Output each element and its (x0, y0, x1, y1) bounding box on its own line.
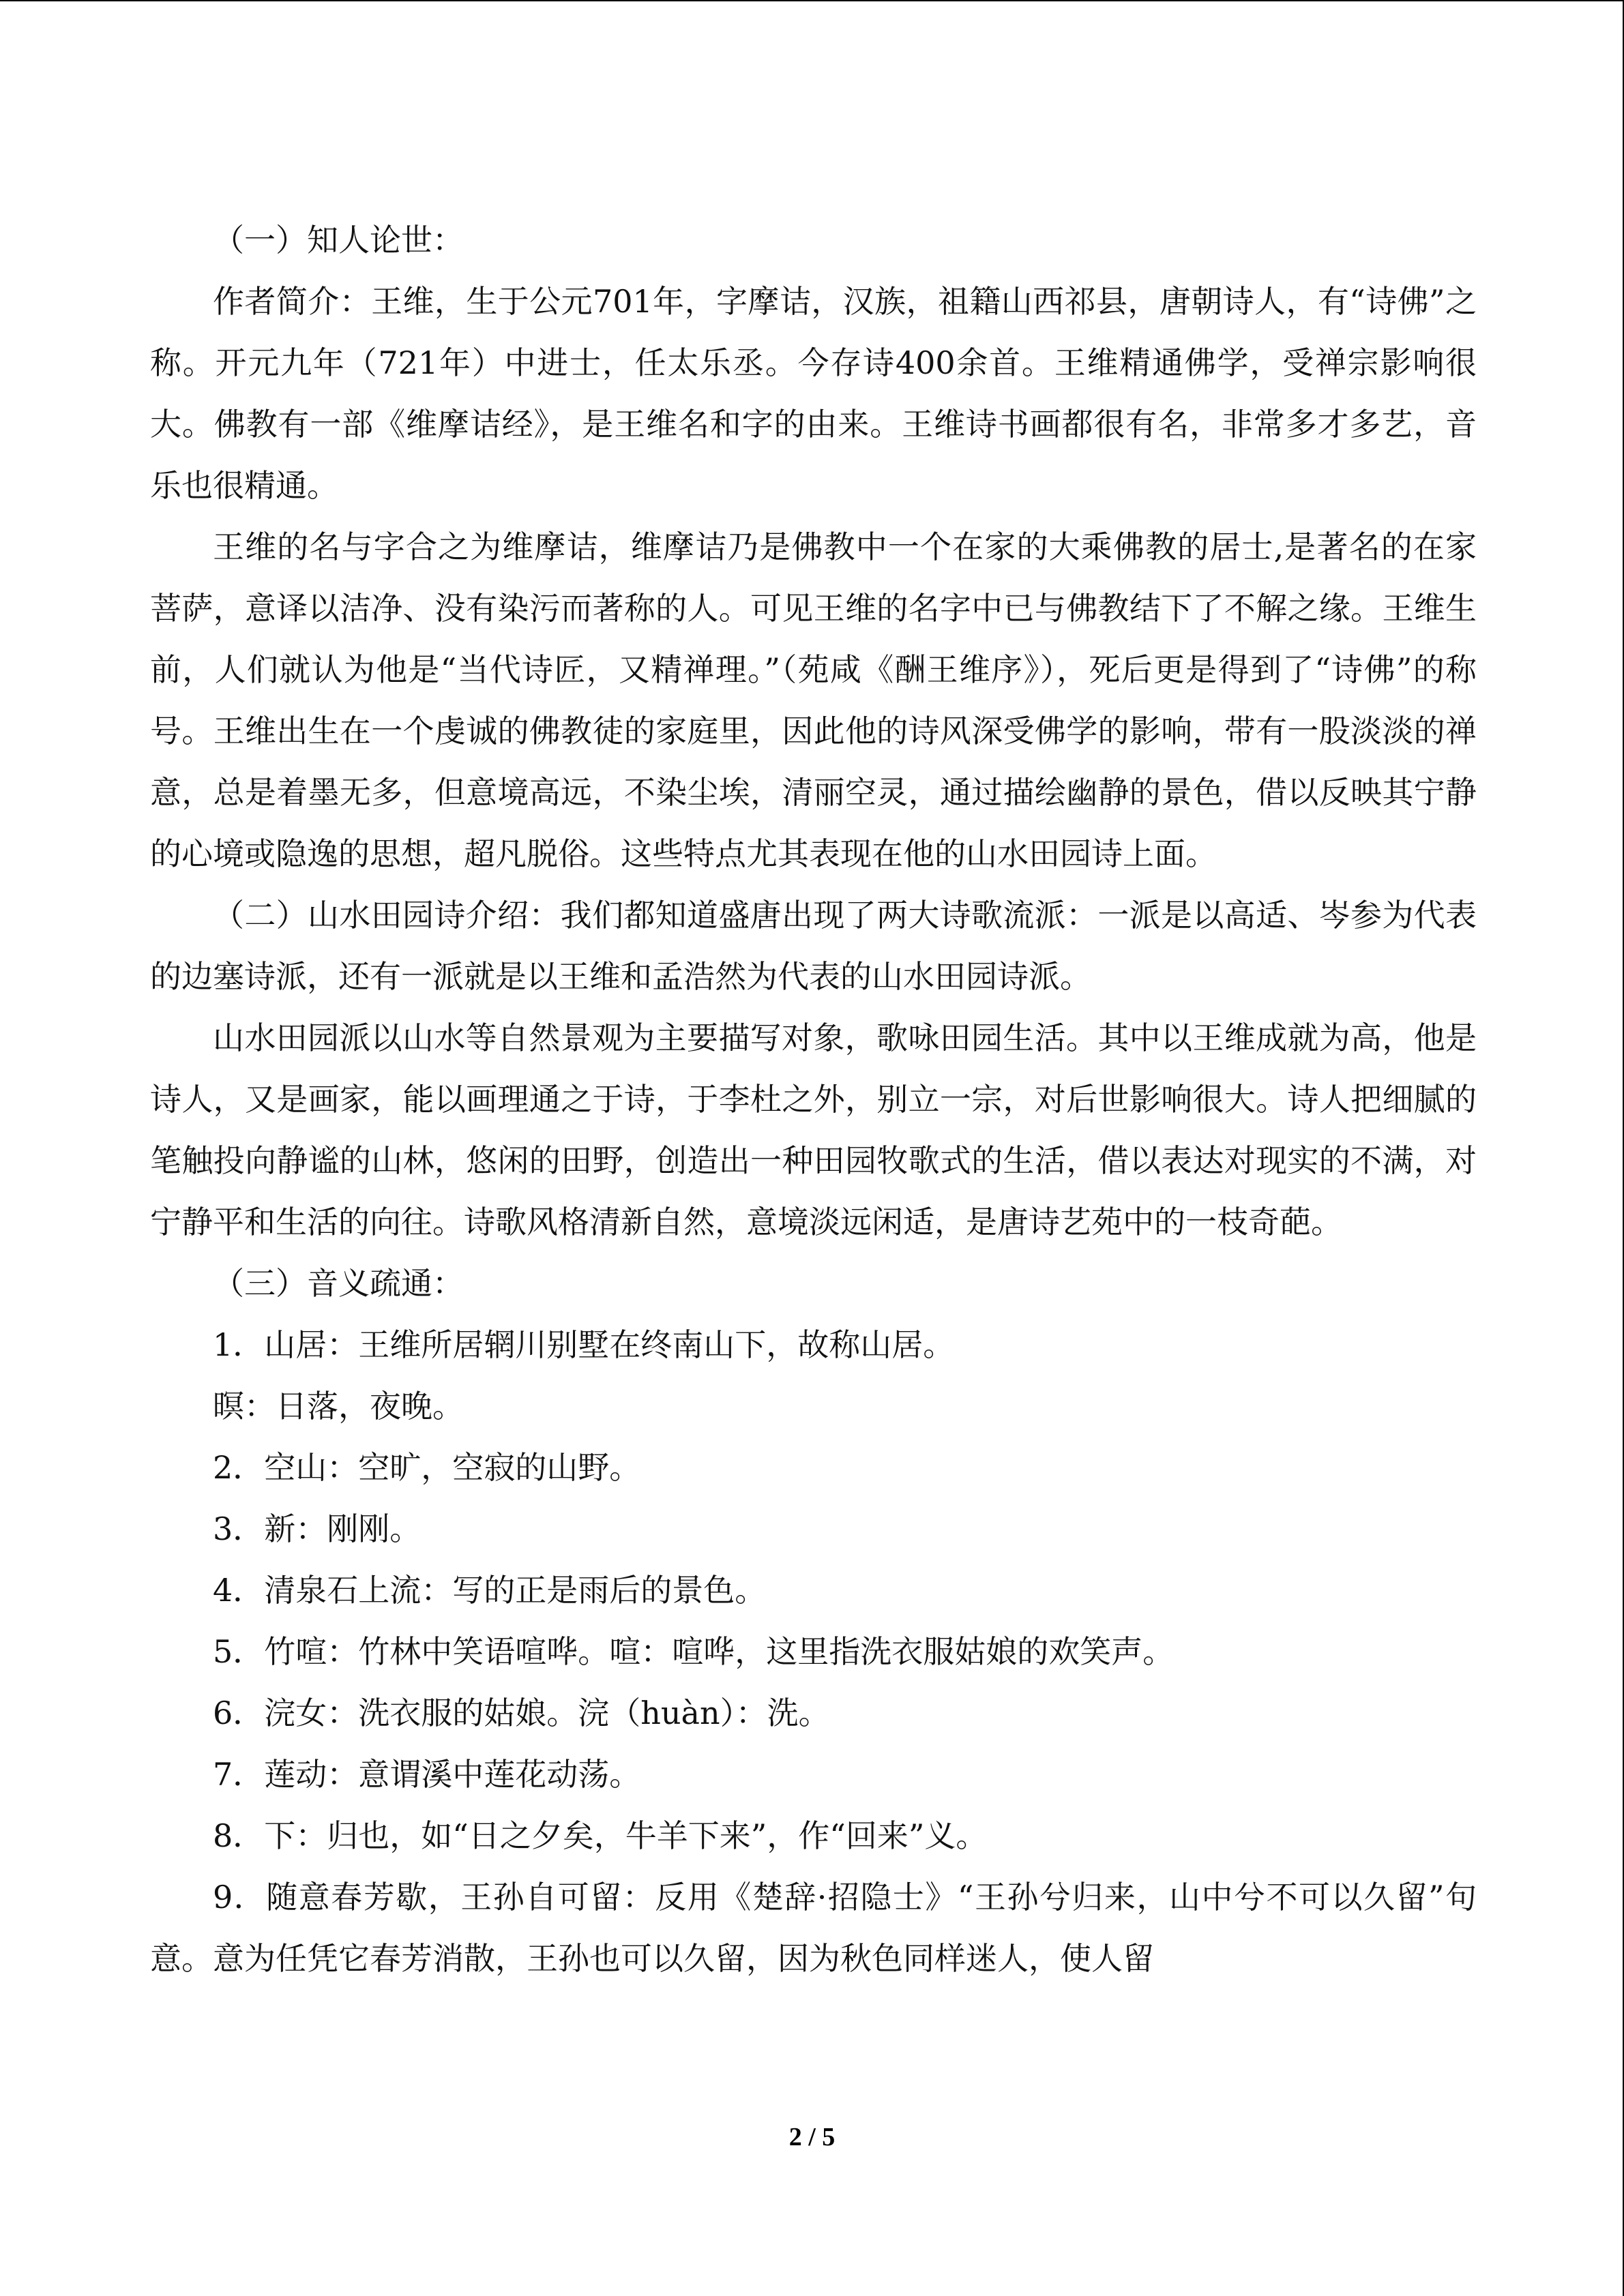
annotation-item: 9．随意春芳歇，王孙自可留：反用《楚辞·招隐士》“王孙兮归来，山中兮不可以久留”句意。意为任凭它春芳消散，王孙也可以久留，因为秋色同样迷人，使人留 (150, 1879, 1477, 1977)
annotation-item: 7．莲动：意谓溪中莲花动荡。 (213, 1756, 641, 1793)
section-heading-3: （三）音义疏通： (213, 1265, 464, 1302)
annotation-item: 6．浣女：洗衣服的姑娘。浣（huàn）：洗。 (213, 1695, 830, 1731)
paragraph-landscape-intro: （二）山水田园诗介绍：我们都知道盛唐出现了两大诗歌流派：一派是以高适、岑参为代表的边塞诗派，还有一派就是以王维和孟浩然为代表的山水田园诗派。 (150, 897, 1477, 995)
annotation-item: 3．新：刚刚。 (213, 1510, 422, 1547)
annotation-item: 暝：日落，夜晚。 (213, 1388, 464, 1425)
paragraph-name-origin: 王维的名与字合之为维摩诘，维摩诘乃是佛教中一个在家的大乘佛教的居士,是著名的在家菩萨，意译以洁净、没有染污而著称的人。可见王维的名字中已与佛教结下了不解之缘。王维生前，人们就认为他是“当代诗匠，又精禅理。”（苑咸《酬王维序》），死后更是得到了“诗佛”的称号。王维出生在一个虔诚的佛教徒的家庭里，因此他的诗风深受佛学的影响，带有一股淡淡的禅意，总是着墨无多，但意境高远，不染尘埃，清丽空灵，通过描绘幽静的景色，借以反映其宁静的心境或隐逸的思想，超凡脱俗。这些特点尤其表现在他的山水田园诗上面。 (150, 528, 1477, 872)
paragraph-landscape-school: 山水田园派以山水等自然景观为主要描写对象，歌咏田园生活。其中以王维成就为高，他是诗人，又是画家，能以画理通之于诗，于李杜之外，别立一宗，对后世影响很大。诗人把细腻的笔触投向静谧的山林，悠闲的田野，创造出一种田园牧歌式的生活，借以表达对现实的不满，对宁静平和生活的向往。诗歌风格清新自然，意境淡远闲适，是唐诗艺苑中的一枝奇葩。 (150, 1019, 1477, 1240)
paragraph-author-intro: 作者简介：王维，生于公元701年，字摩诘，汉族，祖籍山西祁县，唐朝诗人，有“诗佛”之称。开元九年（721年）中进士，任太乐丞。今存诗400余首。王维精通佛学，受禅宗影响很大。佛教有一部《维摩诘经》，是王维名和字的由来。王维诗书画都很有名，非常多才多艺，音乐也很精通。 (150, 283, 1477, 504)
annotation-item: 5．竹喧：竹林中笑语喧哗。喧：喧哗，这里指洗衣服姑娘的欢笑声。 (213, 1633, 1175, 1670)
annotation-item: 8．下：归也，如“日之夕矣，牛羊下来”，作“回来”义。 (213, 1817, 988, 1854)
annotation-item: 2．空山：空旷，空寂的山野。 (213, 1449, 641, 1486)
page-number: 2 / 5 (788, 2123, 836, 2151)
annotation-item: 4．清泉石上流：写的正是雨后的景色。 (213, 1572, 767, 1609)
document-body (150, 209, 1477, 1989)
annotation-item: 1．山居：王维所居辋川别墅在终南山下，故称山居。 (213, 1326, 955, 1363)
section-heading-1: （一）知人论世： (213, 222, 464, 258)
